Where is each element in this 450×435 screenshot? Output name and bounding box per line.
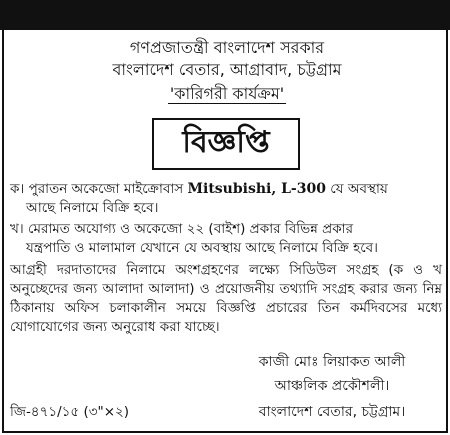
notice-paragraph: আগ্রহী দরদাতাদের নিলামে অংশগ্রহণের লক্ষ্যে সিডিউল সংগ্রহ (ক ও খ অনুচ্ছেদের জন্য আলাদা আলাদা) ও প্রয়োজনীয় তথ্যাদি সংগ্রহ করার জন্য নিম্ন ঠিকানায় অফিস চলাকালীন সময়ে বিজ্ঞপ্তি প্রচারের তিন কর্মদিবসের মধ্যে যোগাযোগের জন্য অনুরোধ করা যাচ্ছে। [10,262,442,335]
top-banner [0,0,450,30]
signatory-office: বাংলাদেশ বেতার, চট্টগ্রাম। [258,404,406,420]
department-name: 'কারিগরী কার্যক্রম' [169,84,285,103]
reference-number: জি-৪৭১/১৫ (৩"×২) [10,404,130,420]
notice-title: বিজ্ঞপ্তি [152,118,300,170]
office-name: বাংলাদেশ বেতার, আগ্রাবাদ, চট্টগ্রাম [112,60,342,79]
clause-ka: ক। পুরাতন অকেজো মাইক্রোবাস Mitsubishi, L-300 যে অবস্থায় আছে নিলামে বিক্রি হবে। [10,181,388,216]
signatory-name: কাজী মোঃ লিয়াকত আলী [258,354,406,370]
notice-frame [2,30,448,433]
signatory-designation: আঞ্চলিক প্রকৌশলী। [274,378,390,394]
vehicle-brand: Mitsubishi, L-300 [187,181,326,197]
clause-kha: খ। মেরামত অযোগ্য ও অকেজো ২২ (বাইশ) প্রকার বিভিন্ন প্রকার যন্ত্রপাতি ও মালামাল যেখানে যে অবস্থায় আছে নিলামে বিক্রি হবে। [10,221,378,256]
govt-name: গণপ্রজাতন্ত্রী বাংলাদেশ সরকার [129,38,325,57]
